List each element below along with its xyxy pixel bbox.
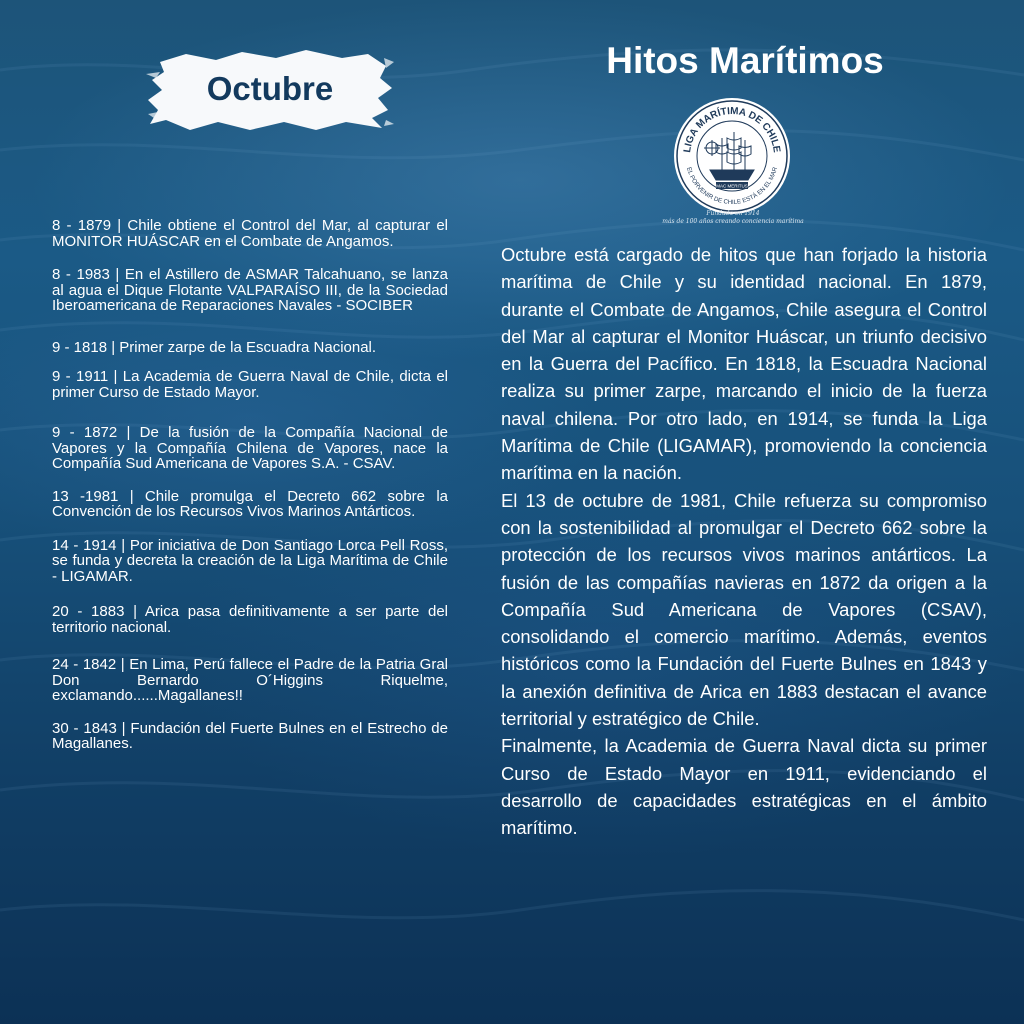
logo-banner-text: MAC MERITUS	[716, 183, 748, 189]
logo-caption-tagline: más de 100 años creando conciencia marítima	[662, 218, 804, 225]
event-item: 9 - 1911 | La Academia de Guerra Naval de Chile, dicta el primer Curso de Estado Mayor.	[52, 368, 448, 401]
summary-paragraph: El 13 de octubre de 1981, Chile refuerza su compromiso con la sostenibilidad al promulgar el Decreto 662 sobre la protección de los recursos vivos marinos antárticos. La fusión de las compañías navieras en 1872 da origen a la Compañía Sud Americana de Vapores (CSAV), consolidando el comercio marítimo. Además, eventos históricos como la Fundación del Fuerte Bulnes en 1843 y la anexión definitiva de Arica en 1883 destacan el avance territorial y estratégico de Chile.	[501, 489, 987, 730]
event-item: 8 - 1983 | En el Astillero de ASMAR Talcahuano, se lanza al agua el Dique Flotante VALPARAÍSO III, de la Sociedad Iberoamericana de Reparaciones Navales - SOCIBER	[52, 266, 448, 314]
summary-paragraph: Finalmente, la Academia de Guerra Naval dicta su primer Curso de Estado Mayor en 1911, evidenciando el desarrollo de capacidades estratégicas en el ámbito marítimo.	[501, 735, 987, 839]
events-list	[52, 218, 448, 752]
logo-ring-bottom-text: EL PORVENIR DE CHILE ESTÁ EN EL MAR	[685, 166, 779, 207]
event-item: 20 - 1883 | Arica pasa definitivamente a ser parte del territorio nacional.	[52, 603, 448, 636]
event-item: 9 - 1872 | De la fusión de la Compañía Nacional de Vapores y la Compañía Chilena de Vapores, nace la Compañía Sud Americana de Vapores S.A. - CSAV.	[52, 424, 448, 472]
logo-caption-founded: Fundada en 1914	[706, 210, 760, 217]
event-item: 24 - 1842 | En Lima, Perú fallece el Padre de la Patria Gral Don Bernardo O´Higgins Riquelme, exclamando......Magallanes!!	[52, 656, 448, 704]
month-label: Octubre	[206, 70, 334, 107]
summary-text	[501, 241, 987, 842]
summary-paragraph: Octubre está cargado de hitos que han forjado la historia marítima de Chile y su identidad nacional. En 1879, durante el Combate de Angamos, Chile asegura el Control del Mar al capturar el Monitor Huáscar, un triunfo decisivo en la Guerra del Pacífico. En 1818, la Escuadra Nacional realiza su primer zarpe, marcando el inicio de la fuerza naval chilena. Por otro lado, en 1914, se funda la Liga Marítima de Chile (LIGAMAR), promoviendo la conciencia marítima en la nación.	[501, 244, 987, 484]
liga-maritima-logo	[672, 96, 792, 216]
event-item: 13 -1981 | Chile promulga el Decreto 662 sobre la Convención de los Recursos Vivos Marinos Antárticos.	[52, 487, 448, 520]
event-item: 8 - 1879 | Chile obtiene el Control del Mar, al capturar el MONITOR HUÁSCAR en el Combate de Angamos.	[52, 217, 448, 250]
logo-ring-top-text: LIGA MARÍTIMA DE CHILE	[682, 105, 782, 154]
event-item: 14 - 1914 | Por iniciativa de Don Santiago Lorca Pell Ross, se funda y decreta la creación de la Liga Marítima de Chile - LIGAMAR.	[52, 536, 448, 585]
page-title: Hitos Marítimos	[606, 40, 884, 81]
logo-caption	[640, 210, 826, 226]
event-item: 9 - 1818 | Primer zarpe de la Escuadra Nacional.	[52, 338, 377, 356]
event-item: 30 - 1843 | Fundación del Fuerte Bulnes en el Estrecho de Magallanes.	[52, 719, 448, 752]
